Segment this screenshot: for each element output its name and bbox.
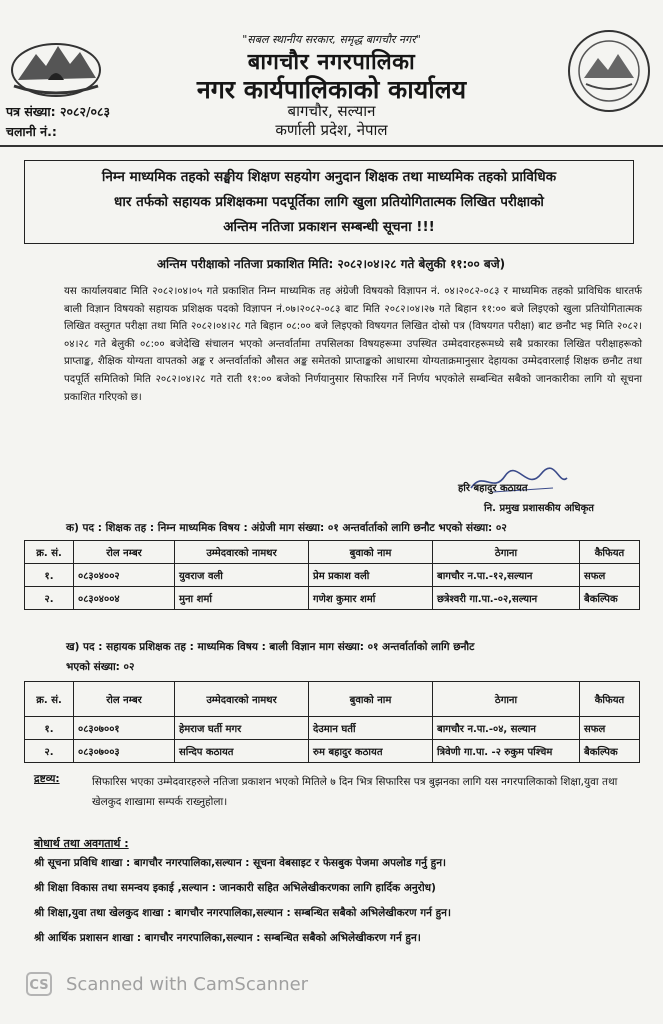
table-header-row [25, 541, 640, 564]
camscanner-watermark [26, 972, 366, 998]
motto: "सबल स्थानीय सरकार, समृद्ध बागचौर नगर" [242, 33, 421, 46]
column-header: ठेगाना [433, 682, 580, 717]
column-header: बुवाको नाम [309, 541, 433, 564]
note-text: सिफारिस भएका उम्मेदवारहरुले नतिजा प्रकाशन भएको मितिले ७ दिन भित्र सिफारिस पत्र बुझनका लागि यस नगरपालिकाको शिक्षा,युवा तथा खेलकुद शाखामा सम्पर्क राख्नुहोला। [92, 776, 618, 808]
column-header: उम्मेदवारको नामथर [175, 541, 309, 564]
office-city: बागचौर, सल्यान [287, 102, 376, 120]
table-row [25, 717, 640, 740]
column-header: कैफियत [580, 541, 640, 564]
section-a-table [24, 540, 640, 610]
table-row [25, 740, 640, 763]
cell-remarks: बैकल्पिक [580, 740, 640, 763]
note-label: द्रष्टव्य: [34, 773, 60, 785]
cell-address: त्रिवेणी गा.पा. -२ रुकुम पश्चिम [433, 740, 580, 763]
camscanner-logo-icon: CS [26, 972, 52, 996]
cc-line: श्री आर्थिक प्रशासन शाखा : बागचौर नगरपालिका,सल्यान : सम्बन्धित सबैको अभिलेखीकरण गर्न हुन। [34, 932, 421, 944]
column-header: उम्मेदवारको नामथर [175, 682, 309, 717]
cell-address: छत्रेश्वरी गा.पा.-०२,सल्यान [433, 587, 580, 610]
cell-remarks: सफल [580, 564, 640, 587]
notice-title-line-3: अन्तिम नतिजा प्रकाशन सम्बन्धी सूचना !!! [223, 219, 435, 235]
table-row [25, 587, 640, 610]
notice-title-line-2: धार तर्फको सहायक प्रशिक्षकमा पदपूर्तिका लागि खुला प्रतियोगितात्मक लिखित परीक्षाको [114, 194, 544, 210]
nepal-emblem-icon [8, 36, 104, 100]
column-header: रोल नम्बर [74, 682, 175, 717]
cell-father-name: गणेश कुमार शर्मा [309, 587, 433, 610]
cell-father-name: देउमान घर्ती [309, 717, 433, 740]
cell-serial: २. [25, 740, 74, 763]
signatory-name: हरि बहादुर कठायत [458, 483, 528, 494]
section-b-table [24, 681, 640, 763]
cell-candidate-name: युवराज वली [175, 564, 309, 587]
office-province: कर्णाली प्रदेश, नेपाल [275, 121, 388, 139]
dispatch-number: चलानी नं.: [6, 124, 57, 139]
cc-line: श्री सूचना प्रविधि शाखा : बागचौर नगरपालिका,सल्यान : सूचना वेबसाइट र फेसबुक पेजमा अपलोड गर्नु हुन। [34, 857, 447, 869]
municipality-name: बागचौर नगरपालिका [247, 50, 416, 75]
header-divider [0, 145, 663, 147]
camscanner-text: Scanned with CamScanner [66, 974, 309, 995]
table-header-row [25, 682, 640, 717]
column-header: क्र. सं. [25, 541, 74, 564]
cell-remarks: सफल [580, 717, 640, 740]
cell-serial: २. [25, 587, 74, 610]
column-header: बुवाको नाम [309, 682, 433, 717]
cell-roll-number: ०८३०७००३ [74, 740, 175, 763]
signatory-title: नि. प्रमुख प्रशासकीय अधिकृत [484, 503, 594, 514]
cell-roll-number: ०८३०४००२ [74, 564, 175, 587]
notice-body: यस कार्यालयबाट मिति २०८२।०४।०५ गते प्रकाशित निम्न माध्यमिक तह अंग्रेजी विषयको विज्ञापन नं. ०४।२०८२-०८३ र माध्यमिक तहको प्राविधिक धारतर्फ बाली विज्ञान विषयको सहायक प्रशिक्षक पदको विज्ञापन नं.०७।२०८२-०८३ बाट मिति २०८२।०४।२७ गते बिहान ११:०० बजे लिइएको खुला प्रतियोगितात्मक लिखित वस्तुगत परीक्षा तथा मिति २०८२।०४।२८ गते बिहान ०८:०० बजे लिइएको विषयगत लिखित दोस्रो पत्र (विषयगत परीक्षा) बाट छनौट भइ मिति २०८२।०४।२८ गते बेलुकी ०८:०० बजेदेखि संचालन भएको अन्तर्वार्तामा तपसिलका विषयहरूमा उपस्थित उम्मेदवारहरूमध्ये सबै प्रकारका लिखित परीक्षाहरूको प्राप्ताङ्क, शैक्षिक योग्यता वापतको अङ्क र अन्तर्वार्ताको औसत अङ्क समेतको प्राप्ताङ्कको आधारमा योग्यताक्रमानुसार देहायका उम्मेदवारलाई शिक्षक छनौट तथा पदपूर्ति समितिको मिति २०८२।०४।२८ गते राती ११:०० बजेको निर्णयानुसार सिफारिस गर्ने निर्णय भएकोले सम्बन्धित सबैको जानकारीका लागि यो सूचना प्रकाशित गरिएको छ। [64, 286, 642, 403]
result-date: अन्तिम परीक्षाको नतिजा प्रकाशित मिति: २०८२।०४।२८ गते बेलुकी ११:०० बजे) [156, 257, 506, 271]
cell-candidate-name: हेमराज घर्ती मगर [175, 717, 309, 740]
table-row [25, 564, 640, 587]
cc-line: श्री शिक्षा विकास तथा समन्वय इकाई ,सल्यान : जानकारी सहित अभिलेखीकरणका लागि हार्दिक अनुरोध) [34, 882, 436, 894]
municipality-logo-icon [566, 28, 652, 114]
notice-title-line-1: निम्न माध्यमिक तहको सङ्घीय शिक्षण सहयोग अनुदान शिक्षक तथा माध्यमिक तहको प्राविधिक [101, 169, 557, 185]
cc-title: बोधार्थ तथा अवगतार्थ : [34, 837, 129, 850]
column-header: ठेगाना [433, 541, 580, 564]
cell-address: बागचौर न.पा.-१२,सल्यान [433, 564, 580, 587]
notice-title-box [24, 160, 634, 244]
cell-roll-number: ०८३०७००१ [74, 717, 175, 740]
reference-number: पत्र संख्या: २०८२/०८३ [6, 104, 111, 119]
cell-remarks: बैकल्पिक [580, 587, 640, 610]
office-name: नगर कार्यपालिकाको कार्यालय [196, 75, 467, 104]
section-a-header: क) पद : शिक्षक तह : निम्न माध्यमिक विषय : अंग्रेजी माग संख्या: ०१ अन्तर्वार्ताको लागि छनौट भएको संख्या: ०२ [66, 522, 507, 534]
cell-roll-number: ०८३०४००४ [74, 587, 175, 610]
cell-serial: १. [25, 717, 74, 740]
cc-line: श्री शिक्षा,युवा तथा खेलकुद शाखा : बागचौर नगरपालिका,सल्यान : सम्बन्धित सबैको अभिलेखीकरण गर्न हुन। [34, 907, 451, 919]
column-header: कैफियत [580, 682, 640, 717]
cell-candidate-name: सन्दिप कठायत [175, 740, 309, 763]
cell-candidate-name: मुना शर्मा [175, 587, 309, 610]
column-header: रोल नम्बर [74, 541, 175, 564]
column-header: क्र. सं. [25, 682, 74, 717]
section-b-header-line-2: भएको संख्या: ०२ [66, 661, 135, 673]
cell-father-name: रुम बहादुर कठायत [309, 740, 433, 763]
cell-serial: १. [25, 564, 74, 587]
cell-father-name: प्रेम प्रकाश वली [309, 564, 433, 587]
cell-address: बागचौर न.पा.-०४, सल्यान [433, 717, 580, 740]
section-b-header-line-1: ख) पद : सहायक प्रशिक्षक तह : माध्यमिक विषय : बाली विज्ञान माग संख्या: ०१ अन्तर्वार्ताको लागि छनौट [66, 641, 475, 653]
